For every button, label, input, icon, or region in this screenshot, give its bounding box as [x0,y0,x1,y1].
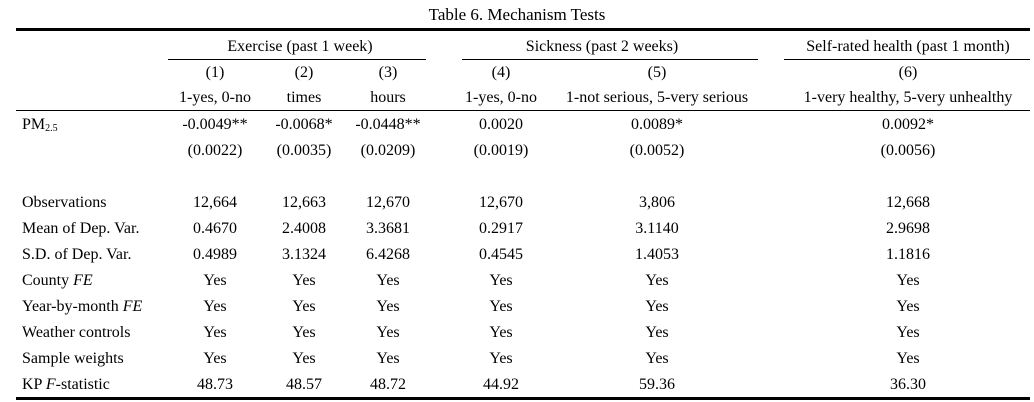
table-cell: 0.2917 [479,220,523,237]
table-cell: 3,806 [639,194,675,211]
table-cell: 59.36 [639,376,675,393]
table-cell: 12,668 [886,194,930,211]
table-cell: 3.1140 [635,220,679,237]
label-text: County [22,272,74,289]
group-header-exercise: Exercise (past 1 week) [227,38,373,55]
table-cell: Yes [292,272,316,289]
coefficient: -0.0448** [355,116,421,133]
standard-error: (0.0209) [360,142,416,159]
table-cell: Yes [645,350,669,367]
table-cell: Yes [896,324,920,341]
table-cell: 0.4545 [479,246,523,263]
table-cell: Yes [896,350,920,367]
standard-error: (0.0022) [187,142,243,159]
header-rule [16,110,1030,111]
table-cell: Yes [376,350,400,367]
coefficient: -0.0049** [182,116,248,133]
pm-subscript: 2.5 [45,123,58,134]
table-cell: Yes [376,298,400,315]
column-number: (1) [205,64,225,81]
table-cell: Yes [896,272,920,289]
table-cell: Yes [203,350,227,367]
group-header-health: Self-rated health (past 1 month) [806,38,1010,55]
column-unit: 1-not serious, 5-very serious [565,89,749,106]
standard-error: (0.0052) [629,142,685,159]
table-cell: 12,664 [193,194,237,211]
bottom-rule [16,397,1030,400]
table-cell: Yes [203,324,227,341]
row-label-kp-f [22,375,110,395]
table-cell: 12,670 [366,194,410,211]
top-rule [16,28,1030,31]
table-cell: 0.4989 [193,246,237,263]
label-text: KP [22,376,46,393]
standard-error: (0.0056) [880,142,936,159]
table-cell: 12,670 [479,194,523,211]
table-cell: Yes [645,272,669,289]
column-number: (6) [898,64,918,81]
column-unit: 1-yes, 0-no [465,89,537,106]
table-cell: 1.1816 [886,246,930,263]
row-label-observations: Observations [22,194,107,211]
group-underline-sickness [462,59,758,60]
group-underline-health [784,59,1030,60]
row-label-county-fe [22,271,93,291]
coefficient: 0.0089* [631,116,683,133]
row-label-year-month-fe [22,297,142,317]
coefficient: -0.0068* [275,116,333,133]
table-cell: 48.72 [370,376,406,393]
table-cell: Yes [645,298,669,315]
table-cell: Yes [292,350,316,367]
table-cell: Yes [203,298,227,315]
table-cell: 2.4008 [282,220,326,237]
standard-error: (0.0035) [276,142,332,159]
table-cell: 3.3681 [366,220,410,237]
coefficient: 0.0092* [882,116,934,133]
table-cell: Yes [292,324,316,341]
table-cell: Yes [489,350,513,367]
group-underline-exercise [168,59,426,60]
column-number: (5) [647,64,667,81]
table-cell: 48.73 [197,376,233,393]
label-italic: F [45,376,56,393]
row-label-mean: Mean of Dep. Var. [22,220,140,237]
row-label-pm25 [22,115,58,135]
standard-error: (0.0019) [473,142,529,159]
column-number: (4) [491,64,511,81]
table-cell: 0.4670 [193,220,237,237]
label-text: -statistic [55,376,110,393]
label-italic: FE [73,272,93,289]
table-cell: Yes [203,272,227,289]
table-cell: Yes [376,324,400,341]
label-text: Year-by-month [22,298,123,315]
row-label-weather: Weather controls [22,324,131,341]
column-unit: times [286,89,322,106]
column-unit: hours [370,89,406,106]
table-cell: 6.4268 [366,246,410,263]
column-number: (3) [378,64,398,81]
table-cell: 2.9698 [886,220,930,237]
group-header-sickness: Sickness (past 2 weeks) [525,38,679,55]
label-italic: FE [122,298,143,315]
coefficient: 0.0020 [479,116,523,133]
table-cell: 3.1324 [282,246,326,263]
row-label-sd: S.D. of Dep. Var. [22,246,132,263]
column-number: (2) [294,64,314,81]
table-cell: Yes [489,272,513,289]
table-cell: Yes [376,272,400,289]
table-cell: 12,663 [282,194,326,211]
table-cell: Yes [292,298,316,315]
table-cell: Yes [489,298,513,315]
table-cell: Yes [489,324,513,341]
column-unit: 1-very healthy, 5-very unhealthy [803,89,1013,106]
column-unit: 1-yes, 0-no [179,89,251,106]
table-title: Table 6. Mechanism Tests [428,5,606,24]
table-cell: Yes [896,298,920,315]
table-cell: 36.30 [890,376,926,393]
row-label-weights: Sample weights [22,350,124,367]
table-cell: 48.57 [286,376,322,393]
table-cell: 1.4053 [635,246,679,263]
table-cell: Yes [645,324,669,341]
table-cell: 44.92 [483,376,519,393]
pm-label: PM [22,116,46,133]
